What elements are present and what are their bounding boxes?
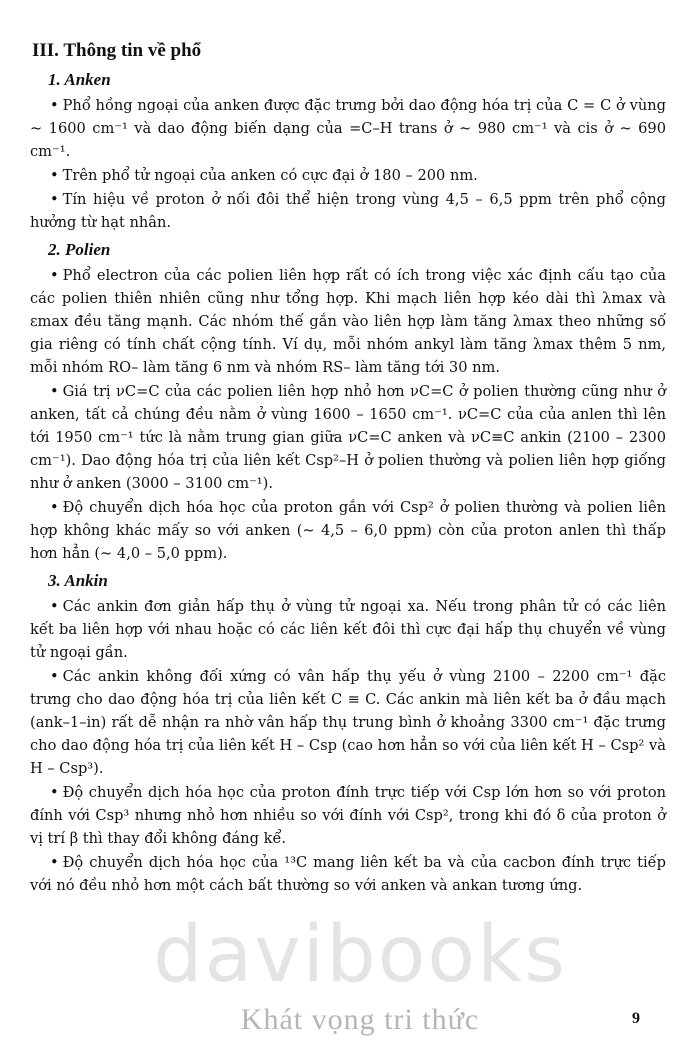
watermark-logo: davibooks — [153, 910, 567, 1000]
paragraph: • Các ankin không đối xứng có vân hấp thụ yếu ở vùng 2100 – 2200 cm⁻¹ đặc trưng cho dao động hóa trị của liên kết C ≡ C. Các ankin mà liên kết ba ở đầu mạch (ank–1–in) rất dễ nhận ra nhờ vân hấp thụ trung bình ở khoảng 3300 cm⁻¹ đặc trưng cho dao động hóa trị của liên kết H – Csp (cao hơn hẳn so với của liên kết H – Csp² và H – Csp³). — [30, 668, 666, 777]
section-heading: III. Thông tin về phổ — [32, 40, 202, 61]
bullet-icon: • — [50, 499, 59, 516]
bullet-icon: • — [50, 668, 59, 685]
paragraph: • Giá trị νC=C của các polien liên hợp nhỏ hơn νC=C ở polien thường cũng như ở anken, tất cả chúng đều nằm ở vùng 1600 – 1650 cm⁻¹. νC=C của của anlen thì lên tới 1950 cm⁻¹ tức là nằm trung gian giữa νC=C anken và νC≡C ankin (2100 – 2300 cm⁻¹). Dao động hóa trị của liên kết Csp²–H ở polien thường và polien liên hợp giống như ở anken (3000 – 3100 cm⁻¹). — [30, 383, 666, 492]
paragraph: • Phổ hồng ngoại của anken được đặc trưng bởi dao động hóa trị của C = C ở vùng ~ 1600 cm⁻¹ và dao động biến dạng của =C–H trans ở ~ 980 cm⁻¹ và cis ở ~ 690 cm⁻¹. — [30, 97, 666, 160]
subsection-title: 2. Polien — [48, 240, 111, 259]
bullet-icon: • — [50, 97, 59, 114]
paragraph: • Độ chuyển dịch hóa học của proton đính trực tiếp với Csp lớn hơn so với proton đính với Csp³ nhưng nhỏ hơn nhiều so với đính với Csp², trong khi đó δ của proton ở vị trí β thì thay đổi không đáng kể. — [30, 784, 666, 847]
page-content — [30, 40, 666, 898]
subsection-title: 1. Anken — [48, 70, 111, 89]
subsection-title: 3. Ankin — [48, 571, 108, 590]
bullet-icon: • — [50, 267, 59, 284]
bullet-icon: • — [50, 784, 59, 801]
paragraph: • Độ chuyển dịch hóa học của proton gắn với Csp² ở polien thường và polien liên hợp không khác mấy so với anken (~ 4,5 – 6,0 ppm) còn của proton anlen thì thấp hơn hẳn (~ 4,0 – 5,0 ppm). — [30, 499, 666, 562]
watermark-slogan: Khát vọng tri thức — [240, 1003, 480, 1036]
bullet-icon: • — [50, 167, 59, 184]
paragraph: • Tín hiệu về proton ở nối đôi thể hiện trong vùng 4,5 – 6,5 ppm trên phổ cộng hưởng từ hạt nhân. — [30, 191, 666, 231]
section-anken — [30, 70, 666, 234]
paragraph: • Các ankin đơn giản hấp thụ ở vùng tử ngoại xa. Nếu trong phân tử có các liên kết ba liên hợp với nhau hoặc có các liên kết đôi thì cực đại hấp thụ chuyển về vùng tử ngoại gần. — [30, 598, 666, 661]
bullet-icon: • — [50, 598, 59, 615]
paragraph: • Trên phổ tử ngoại của anken có cực đại ở 180 – 200 nm. — [50, 167, 478, 184]
paragraph: • Phổ electron của các polien liên hợp rất có ích trong việc xác định cấu tạo của các polien thiên nhiên cũng như tổng hợp. Khi mạch liên hợp kéo dài thì λmax và εmax đều tăng mạnh. Các nhóm thế gắn vào liên hợp làm tăng λmax theo những số gia riêng có tính chất cộng tính. Ví dụ, mỗi nhóm ankyl làm tăng λmax thêm 5 nm, mỗi nhóm RO– làm tăng 6 nm và nhóm RS– làm tăng tới 30 nm. — [30, 267, 666, 376]
section-polien — [30, 240, 666, 565]
section-ankin — [30, 571, 666, 897]
bullet-icon: • — [50, 383, 59, 400]
bullet-icon: • — [50, 854, 59, 871]
page-number: 9 — [632, 1010, 640, 1027]
paragraph: • Độ chuyển dịch hóa học của ¹³C mang liên kết ba và của cacbon đính trực tiếp với nó đều nhỏ hơn một cách bất thường so với anken và ankan tương ứng. — [30, 854, 666, 894]
bullet-icon: • — [50, 191, 59, 208]
